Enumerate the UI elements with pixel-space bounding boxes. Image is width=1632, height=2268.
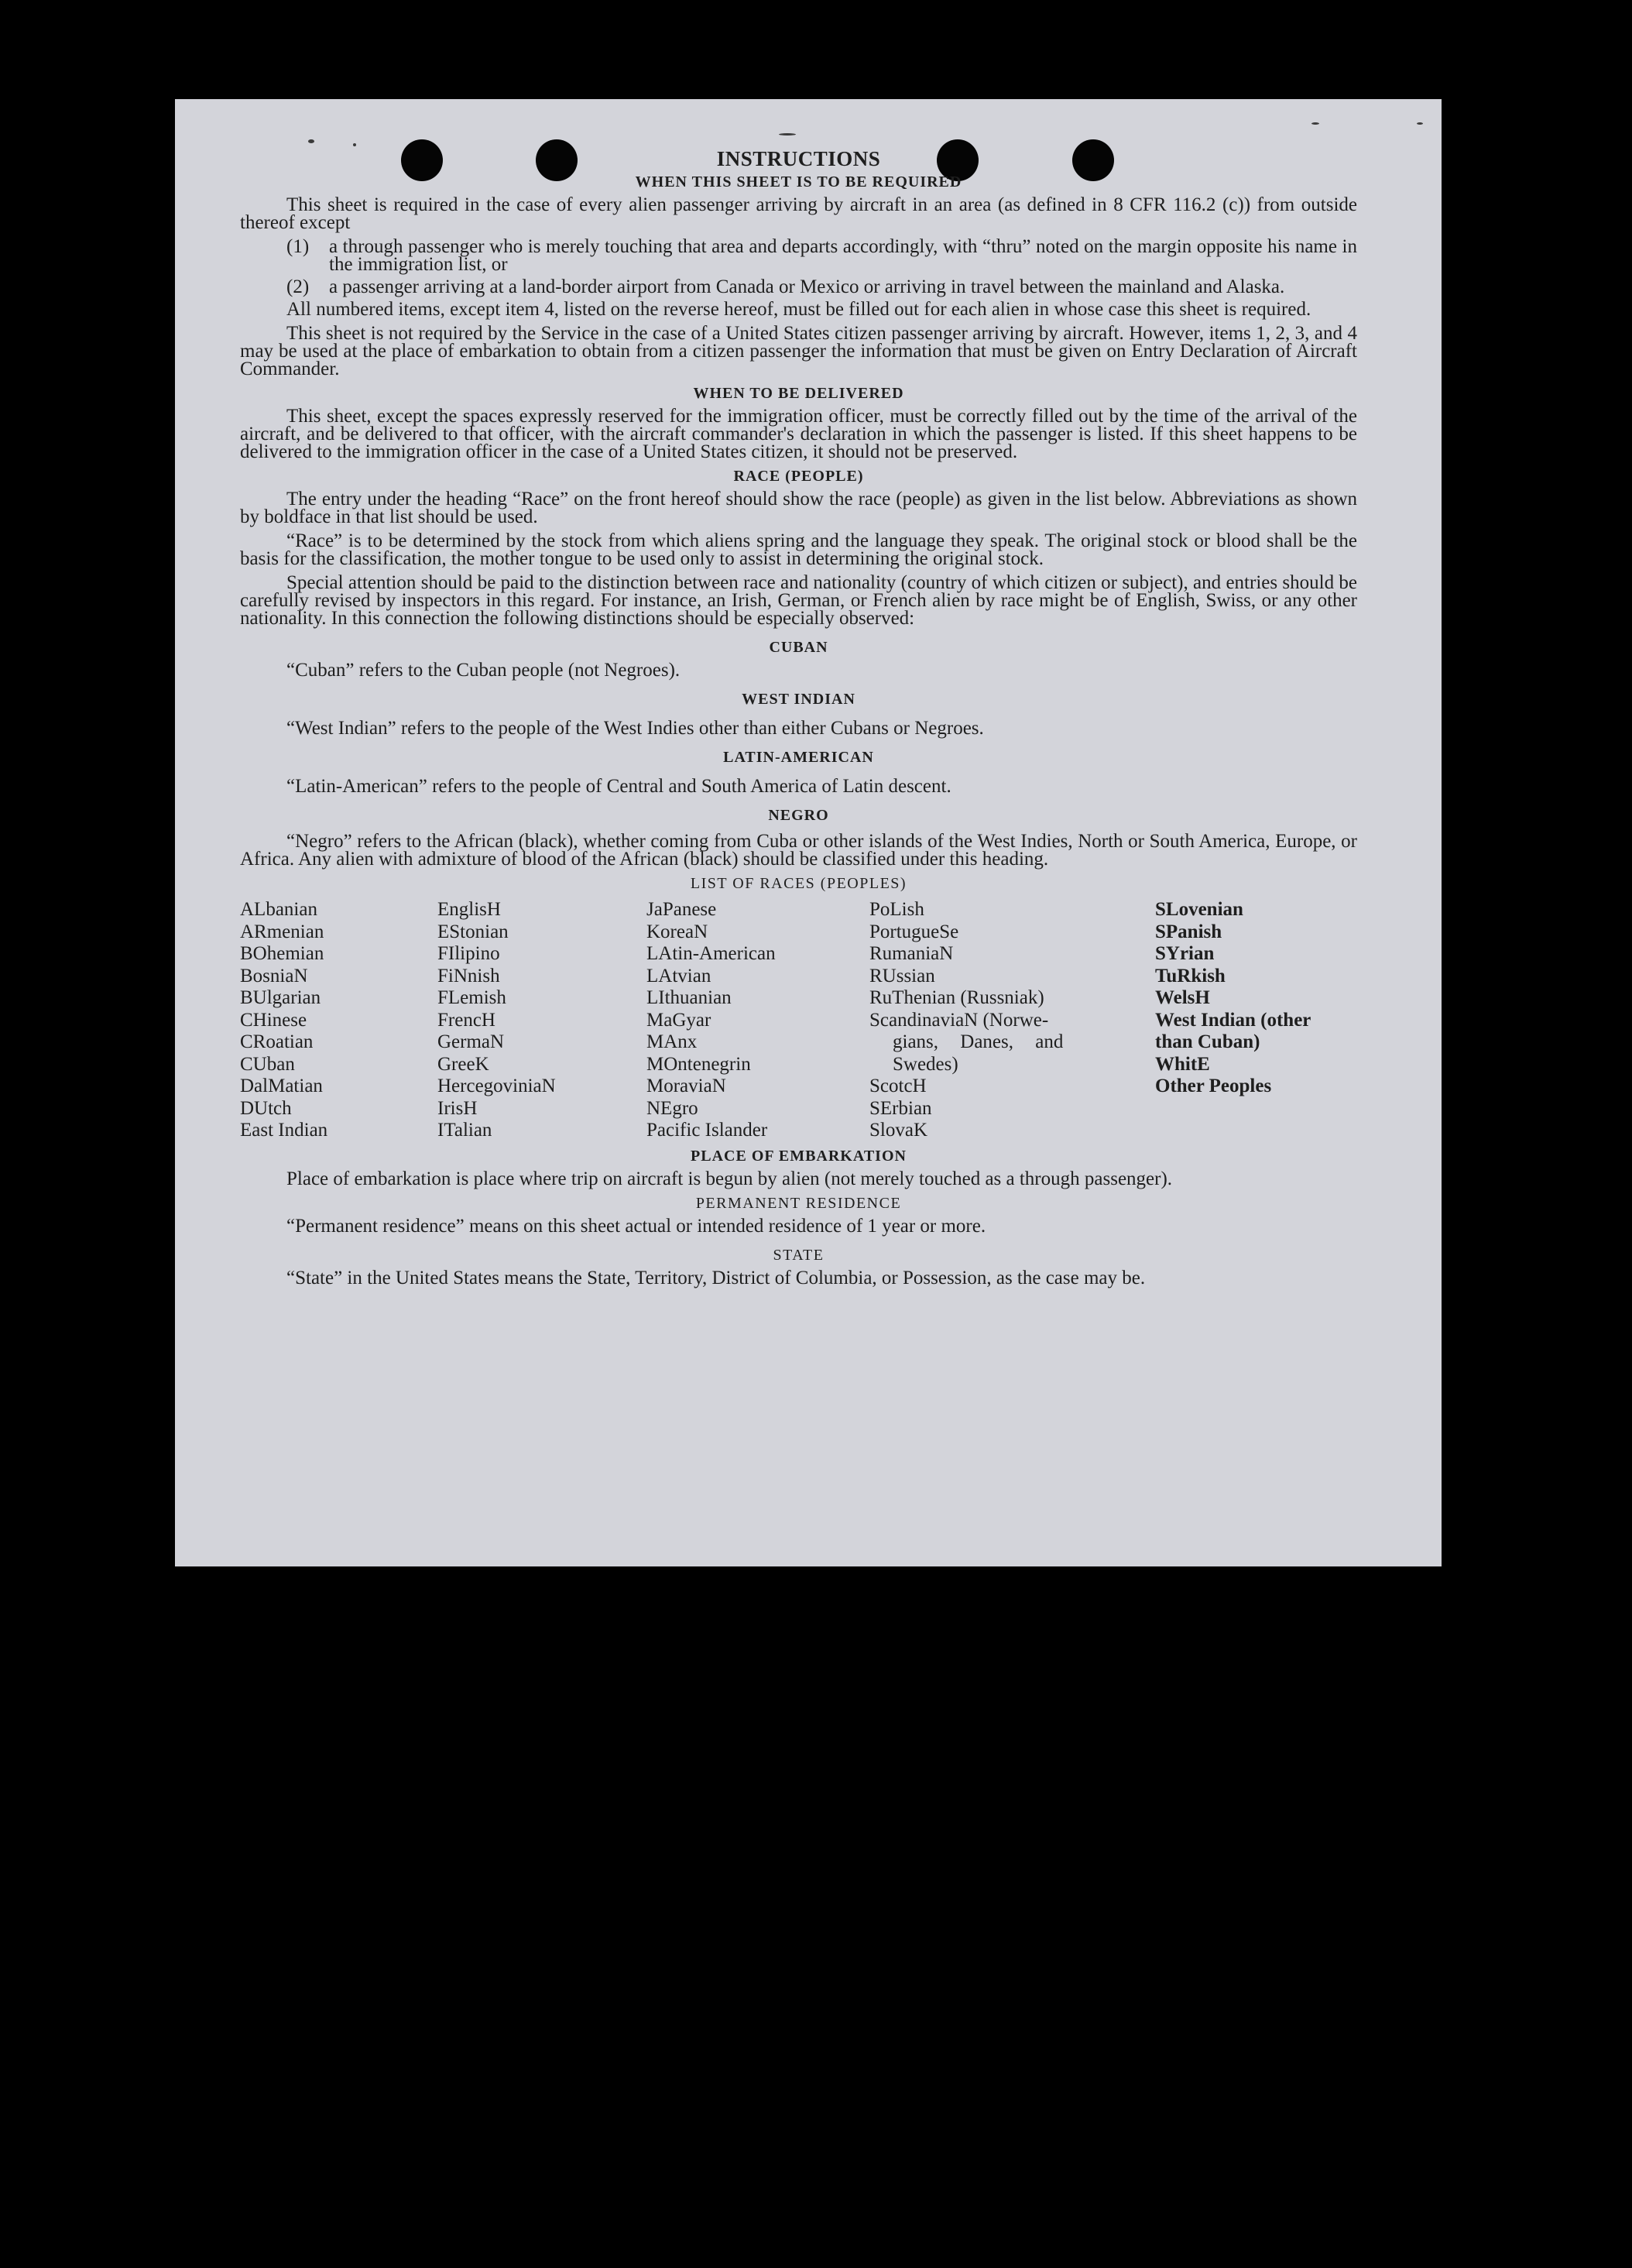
- races-column: [1155, 899, 1357, 1142]
- race-item: JaPanese: [646, 899, 717, 920]
- race-item: Other Peoples: [1155, 1076, 1272, 1096]
- paragraph: The entry under the heading “Race” on the front hereof should show the race (people) as given in the list below. Abbreviations as shown by boldface in that list should be used.: [240, 489, 1357, 527]
- race-item: BUlgarian: [240, 987, 321, 1008]
- list-item: [240, 278, 1357, 296]
- race-item: GreeK: [437, 1053, 489, 1075]
- heading-state: STATE: [773, 1246, 825, 1264]
- heading-permanent-residence: PERMANENT RESIDENCE: [695, 1194, 902, 1212]
- speck: [779, 133, 796, 136]
- race-item: KoreaN: [646, 921, 708, 942]
- race-item: DUtch: [240, 1097, 292, 1119]
- race-item: RumaniaN: [869, 943, 954, 964]
- race-item: ScandinaviaN (Norwe-: [869, 1009, 1049, 1031]
- race-item: Swedes): [893, 1053, 958, 1075]
- races-column: [437, 899, 646, 1142]
- paragraph: All numbered items, except item 4, listed on the reverse hereof, must be filled out for each alien in whose case this sheet is required.: [286, 299, 1311, 320]
- item-number: (2): [286, 276, 310, 297]
- heading-race: RACE (PEOPLE): [733, 468, 864, 485]
- paragraph: “Permanent residence” means on this sheet actual or intended residence of 1 year or more.: [286, 1215, 986, 1237]
- race-item: RUssian: [869, 965, 935, 986]
- races-column: [240, 899, 437, 1142]
- list-item: [240, 238, 1357, 273]
- race-item: ITalian: [437, 1120, 492, 1141]
- document-sheet: [175, 99, 1442, 1566]
- race-item: ALbanian: [240, 899, 317, 920]
- race-item: WhitE: [1155, 1053, 1210, 1075]
- race-item: HercegoviniaN: [437, 1076, 556, 1096]
- heading-cuban: CUBAN: [769, 639, 828, 656]
- race-item: BosniaN: [240, 965, 308, 986]
- race-item: CHinese: [240, 1009, 307, 1031]
- races-list: [240, 899, 1357, 1142]
- race-item: IrisH: [437, 1097, 478, 1119]
- race-item: LAtvian: [646, 965, 711, 986]
- race-item: SlovaK: [869, 1120, 927, 1141]
- item-number: (1): [286, 236, 310, 257]
- race-item: FIlipino: [437, 943, 500, 964]
- race-item: WelsH: [1155, 987, 1210, 1008]
- race-item: LAtin-American: [646, 943, 776, 964]
- speck: [353, 143, 356, 146]
- race-item: PoLish: [869, 899, 924, 920]
- instructions-content: [240, 147, 1357, 1293]
- paragraph: “West Indian” refers to the people of the West Indies other than either Cubans or Negroes.: [286, 718, 984, 739]
- heading-place-of-embarkation: PLACE OF EMBARKATION: [691, 1147, 907, 1165]
- race-item: MoraviaN: [646, 1076, 726, 1096]
- race-item: ARmenian: [240, 921, 324, 942]
- race-item: DalMatian: [240, 1076, 323, 1096]
- race-item: EStonian: [437, 921, 509, 942]
- race-item: FLemish: [437, 987, 506, 1008]
- speck: [1417, 122, 1423, 125]
- race-item: MOntenegrin: [646, 1053, 751, 1075]
- races-column: [869, 899, 1155, 1142]
- race-item: than Cuban): [1155, 1031, 1260, 1052]
- page-title: INSTRUCTIONS: [716, 147, 881, 170]
- heading-list-of-races: LIST OF RACES (PEOPLES): [690, 875, 907, 892]
- race-item: EnglisH: [437, 899, 501, 920]
- paragraph: “Negro” refers to the African (black), whether coming from Cuba or other islands of the West Indies, North or South America, Europe, or Africa. Any alien with admixture of blood of the African (black) should be classified under this heading.: [240, 831, 1357, 870]
- race-item: FrencH: [437, 1009, 495, 1031]
- race-item: gians, Danes, and: [893, 1031, 1064, 1052]
- race-item: PortugueSe: [869, 921, 959, 942]
- race-item: BOhemian: [240, 943, 324, 964]
- paragraph: “Race” is to be determined by the stock from which aliens spring and the language they speak. The original stock or blood shall be the basis for the classification, the mother tongue to be used only to assist in determining the original stock.: [240, 530, 1357, 569]
- race-item: East Indian: [240, 1120, 328, 1141]
- race-item: ScotcH: [869, 1076, 927, 1096]
- heading-west-indian: WEST INDIAN: [742, 691, 855, 708]
- race-item: CRoatian: [240, 1031, 314, 1052]
- paragraph: This sheet, except the spaces expressly reserved for the immigration officer, must be correctly filled out by the time of the arrival of the aircraft, and be delivered to that officer, with the aircraft commander's declaration in which the passenger is listed. If this sheet happens to be delivered to the immigration officer in the case of a United States citizen, it should not be preserved.: [240, 406, 1357, 462]
- race-item: SLovenian: [1155, 899, 1243, 920]
- race-item: MAnx: [646, 1031, 698, 1052]
- paragraph: This sheet is not required by the Service in the case of a United States citizen passenger arriving by aircraft. However, items 1, 2, 3, and 4 may be used at the place of embarkation to obtain from a citizen passenger the information that must be given on Entry Declaration of Aircraft Commander.: [240, 323, 1357, 379]
- race-item: RuThenian (Russniak): [869, 987, 1044, 1008]
- heading-when-required: WHEN THIS SHEET IS TO BE REQUIRED: [635, 173, 962, 190]
- paragraph: This sheet is required in the case of every alien passenger arriving by aircraft in an area (as defined in 8 CFR 116.2 (c)) from outside thereof except: [240, 194, 1357, 233]
- race-item: TuRkish: [1155, 965, 1226, 986]
- heading-negro: NEGRO: [768, 807, 829, 824]
- heading-when-delivered: WHEN TO BE DELIVERED: [693, 385, 904, 402]
- paragraph: “State” in the United States means the State, Territory, District of Columbia, or Possession, as the case may be.: [286, 1267, 1146, 1288]
- race-item: LIthuanian: [646, 987, 732, 1008]
- heading-latin-american: LATIN-AMERICAN: [723, 749, 874, 766]
- speck: [308, 139, 314, 143]
- paragraph: “Cuban” refers to the Cuban people (not Negroes).: [286, 660, 681, 681]
- races-column: [646, 899, 869, 1142]
- race-item: West Indian (other: [1155, 1009, 1311, 1031]
- race-item: SErbian: [869, 1097, 932, 1119]
- race-item: GermaN: [437, 1031, 505, 1052]
- race-item: CUban: [240, 1053, 295, 1075]
- race-item: Pacific Islander: [646, 1120, 768, 1141]
- race-item: FiNnish: [437, 965, 500, 986]
- paragraph: Place of embarkation is place where trip on aircraft is begun by alien (not merely touched as a through passenger).: [286, 1168, 1173, 1189]
- race-item: SYrian: [1155, 943, 1215, 964]
- speck: [1311, 122, 1319, 125]
- race-item: MaGyar: [646, 1009, 711, 1031]
- paragraph: “Latin-American” refers to the people of Central and South America of Latin descent.: [286, 776, 951, 797]
- race-item: NEgro: [646, 1097, 698, 1119]
- item-text: a passenger arriving at a land-border airport from Canada or Mexico or arriving in travel between the mainland and Alaska.: [329, 276, 1285, 297]
- paragraph: Special attention should be paid to the distinction between race and nationality (country of which citizen or subject), and entries should be carefully revised by inspectors in this regard. For instance, an Irish, German, or French alien by race might be of English, Swiss, or any other nationality. In this connection the following distinctions should be especially observed:: [240, 572, 1357, 629]
- race-item: SPanish: [1155, 921, 1222, 942]
- item-text: a through passenger who is merely touching that area and departs accordingly, with “thru” noted on the margin opposite his name in the immigration list, or: [329, 236, 1357, 275]
